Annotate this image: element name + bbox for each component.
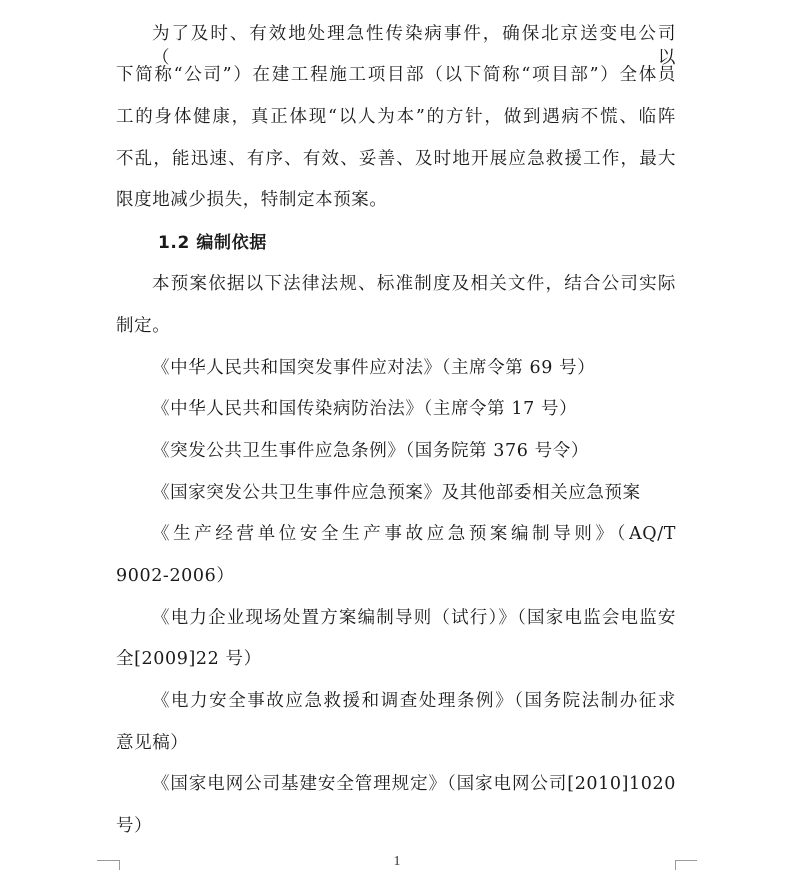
section-heading: 1.2 编制依据 <box>158 233 267 253</box>
reference-item-continued: 全[2009]22 号） <box>116 649 262 669</box>
paragraph-line: 下简称“公司”）在建工程施工项目部（以下简称“项目部”）全体员 <box>116 65 676 85</box>
paragraph-line: 本预案依据以下法律法规、标准制度及相关文件，结合公司实际 <box>152 274 676 294</box>
reference-item: 《国家突发公共卫生事件应急预案》及其他部委相关应急预案 <box>152 483 641 503</box>
reference-item: 《生产经营单位安全生产事故应急预案编制导则》（AQ/T <box>152 524 676 544</box>
reference-item-continued: 9002-2006） <box>116 566 235 586</box>
paragraph-line: 限度地减少损失，特制定本预案。 <box>116 190 388 210</box>
reference-item: 《中华人民共和国突发事件应对法》（主席令第 69 号） <box>152 358 596 378</box>
reference-item-continued: 意见稿） <box>116 733 189 753</box>
crop-mark-left-horizontal <box>97 860 119 861</box>
paragraph-line: 为了及时、有效地处理急性传染病事件，确保北京送变电公司（以 <box>152 24 676 68</box>
crop-mark-right-vertical <box>675 860 676 870</box>
reference-item-continued: 号） <box>116 816 153 836</box>
reference-item: 《国家电网公司基建安全管理规定》（国家电网公司[2010]1020 <box>152 774 676 794</box>
reference-item: 《电力安全事故应急救援和调查处理条例》（国务院法制办征求 <box>152 691 676 711</box>
paragraph-line: 制定。 <box>116 316 171 336</box>
paragraph-line: 工的身体健康，真正体现“以人为本”的方针，做到遇病不慌、临阵 <box>116 107 676 127</box>
reference-item: 《中华人民共和国传染病防治法》（主席令第 17 号） <box>152 399 578 419</box>
paragraph-line: 不乱，能迅速、有序、有效、妥善、及时地开展应急救援工作，最大 <box>116 149 676 169</box>
crop-mark-left-vertical <box>119 860 120 870</box>
reference-item: 《突发公共卫生事件应急条例》（国务院第 376 号令） <box>152 441 589 461</box>
reference-item: 《电力企业现场处置方案编制导则（试行）》（国家电监会电监安 <box>152 608 676 628</box>
page-number: 1 <box>393 854 401 869</box>
crop-mark-right-horizontal <box>675 860 697 861</box>
